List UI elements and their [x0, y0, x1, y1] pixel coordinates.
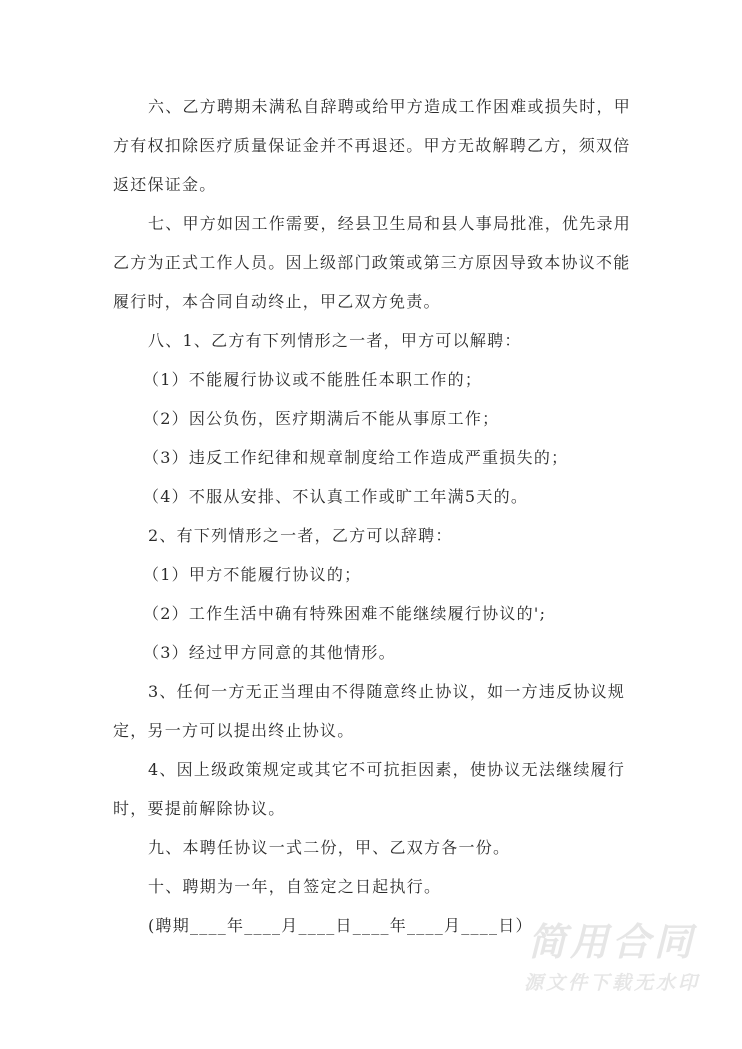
- clause-8-2-item-3: （3）经过甲方同意的其他情形。: [143, 643, 396, 662]
- clause-8-1-item-2: （2）因公负伤，医疗期满后不能从事原工作；: [143, 409, 500, 428]
- clause-8-1-item-3: （3）违反工作纪律和规章制度给工作造成严重损失的；: [143, 448, 569, 467]
- clause-9: 九、本聘任协议一式二份，甲、乙双方各一份。: [148, 838, 511, 857]
- watermark-subtitle: 源文件下载无水印: [523, 972, 700, 994]
- clause-8-1-heading: 八、1、乙方有下列情形之一者，甲方可以解聘：: [148, 331, 522, 350]
- clause-8-4-line-1: 4、因上级政策规定或其它不可抗拒因素，使协议无法继续履行: [148, 760, 626, 779]
- clause-6-line-2: 方有权扣除医疗质量保证金并不再退还。甲方无故解聘乙方，须双倍: [113, 136, 631, 155]
- clause-7-line-1: 七、甲方如因工作需要，经县卫生局和县人事局批准，优先录用: [148, 214, 632, 233]
- clause-8-1-item-4: （4）不服从安排、不认真工作或旷工年满5天的。: [143, 487, 529, 506]
- clause-6-line-3: 返还保证金。: [113, 175, 217, 194]
- clause-8-4-line-2: 时，要提前解除协议。: [113, 799, 286, 818]
- clause-8-2-heading: 2、有下列情形之一者，乙方可以辞聘：: [148, 526, 453, 545]
- watermark-title: 简用合同: [527, 920, 696, 964]
- clause-7-line-3: 履行时，本合同自动终止，甲乙双方免责。: [113, 292, 441, 311]
- clause-8-2-item-2: （2）工作生活中确有特殊困难不能继续履行协议的';: [143, 604, 547, 623]
- clause-6-line-1: 六、乙方聘期未满私自辞聘或给甲方造成工作困难或损失时，甲: [148, 97, 632, 116]
- clause-7-line-2: 乙方为正式工作人员。因上级部门政策或第三方原因导致本协议不能: [113, 253, 631, 272]
- clause-8-3-line-2: 定，另一方可以提出终止协议。: [113, 721, 355, 740]
- contract-body: [113, 94, 633, 952]
- term-date-blanks: (聘期____年____月____日____年____月____日）: [148, 916, 533, 935]
- clause-10: 十、聘期为一年，自签定之日起执行。: [148, 877, 442, 896]
- clause-8-2-item-1: （1）甲方不能履行协议的；: [143, 565, 362, 584]
- watermark: [512, 920, 712, 998]
- clause-8-1-item-1: （1）不能履行协议或不能胜任本职工作的；: [143, 370, 483, 389]
- clause-8-3-line-1: 3、任何一方无正当理由不得随意终止协议，如一方违反协议规: [148, 682, 626, 701]
